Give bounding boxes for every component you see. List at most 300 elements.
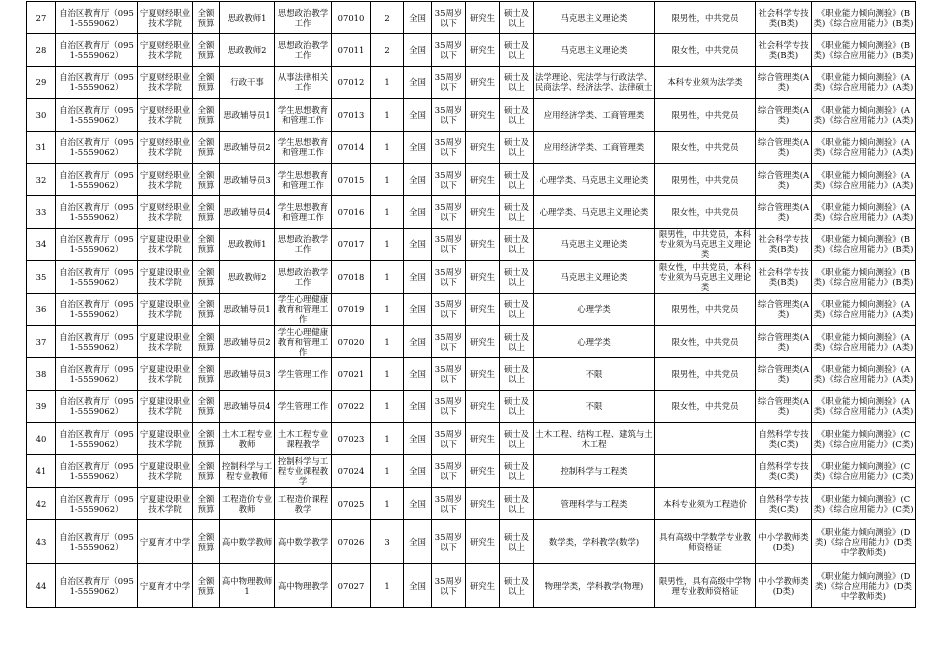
position-code-cell: 07017 [332, 228, 371, 260]
funding-type-cell: 全额预算 [193, 2, 220, 34]
funding-type-cell: 全额预算 [193, 564, 220, 608]
position-name-cell: 思政辅导员4 [220, 390, 275, 422]
funding-type-cell: 全额预算 [193, 423, 220, 455]
major-requirement-cell: 控制科学与工程类 [534, 455, 655, 487]
hiring-count-cell: 1 [371, 487, 404, 519]
major-requirement-cell: 数学类，学科教学(数学) [534, 520, 655, 564]
row-number-cell: 33 [27, 196, 56, 228]
education-cell: 研究生 [466, 358, 500, 390]
exam-subject-cell: 《职业能力倾向测验》(D类)《综合应用能力》(D类中学教师类) [812, 564, 916, 608]
position-name-cell: 高中物理教师1 [220, 564, 275, 608]
position-code-cell: 07014 [332, 131, 371, 163]
exam-category-cell: 综合管理类(A类) [756, 325, 812, 357]
table-row [27, 520, 916, 564]
recruitment-scope-cell: 全国 [404, 34, 432, 66]
exam-category-cell: 自然科学专技类(C类) [756, 455, 812, 487]
table-row [27, 99, 916, 131]
major-requirement-cell: 心理学类 [534, 293, 655, 325]
table-row [27, 423, 916, 455]
hiring-count-cell: 1 [371, 325, 404, 357]
degree-cell: 硕士及以上 [500, 99, 534, 131]
job-duty-cell: 学生思想教育和管理工作 [275, 163, 332, 195]
other-requirement-cell: 限男性，具有高级中学物理专业教师资格证 [655, 564, 756, 608]
exam-subject-cell: 《职业能力倾向测验》(A类)《综合应用能力》(A类) [812, 131, 916, 163]
hiring-count-cell: 1 [371, 131, 404, 163]
major-requirement-cell: 马克思主义理论类 [534, 261, 655, 293]
degree-cell: 硕士及以上 [500, 520, 534, 564]
education-cell: 研究生 [466, 423, 500, 455]
degree-cell: 硕士及以上 [500, 564, 534, 608]
education-cell: 研究生 [466, 455, 500, 487]
position-code-cell: 07023 [332, 423, 371, 455]
exam-subject-cell: 《职业能力倾向测验》(A类)《综合应用能力》(A类) [812, 196, 916, 228]
other-requirement-cell: 限男性，中共党员 [655, 293, 756, 325]
position-name-cell: 思政辅导员3 [220, 163, 275, 195]
job-table [26, 1, 916, 608]
age-limit-cell: 35周岁以下 [432, 487, 466, 519]
table-row [27, 487, 916, 519]
position-code-cell: 07022 [332, 390, 371, 422]
position-name-cell: 思政辅导员1 [220, 293, 275, 325]
employer-cell: 宁夏建设职业技术学院 [138, 423, 193, 455]
row-number-cell: 37 [27, 325, 56, 357]
exam-subject-cell: 《职业能力倾向测验》(B类)《综合应用能力》(B类) [812, 261, 916, 293]
age-limit-cell: 35周岁以下 [432, 228, 466, 260]
age-limit-cell: 35周岁以下 [432, 163, 466, 195]
position-name-cell: 思政教师2 [220, 34, 275, 66]
major-requirement-cell: 马克思主义理论类 [534, 2, 655, 34]
table-row [27, 34, 916, 66]
major-requirement-cell: 心理学类、马克思主义理论类 [534, 196, 655, 228]
row-number-cell: 32 [27, 163, 56, 195]
funding-type-cell: 全额预算 [193, 228, 220, 260]
department-cell: 自治区教育厅（0951-5559062） [56, 358, 138, 390]
position-code-cell: 07026 [332, 520, 371, 564]
recruitment-scope-cell: 全国 [404, 520, 432, 564]
department-cell: 自治区教育厅（0951-5559062） [56, 99, 138, 131]
other-requirement-cell: 具有高级中学数学专业教师资格证 [655, 520, 756, 564]
row-number-cell: 29 [27, 66, 56, 98]
position-name-cell: 思政辅导员3 [220, 358, 275, 390]
education-cell: 研究生 [466, 66, 500, 98]
age-limit-cell: 35周岁以下 [432, 99, 466, 131]
position-code-cell: 07024 [332, 455, 371, 487]
age-limit-cell: 35周岁以下 [432, 293, 466, 325]
position-name-cell: 土木工程专业教师 [220, 423, 275, 455]
age-limit-cell: 35周岁以下 [432, 564, 466, 608]
education-cell: 研究生 [466, 2, 500, 34]
recruitment-scope-cell: 全国 [404, 66, 432, 98]
exam-category-cell: 综合管理类(A类) [756, 163, 812, 195]
table-row [27, 293, 916, 325]
table-row [27, 390, 916, 422]
table-row [27, 228, 916, 260]
department-cell: 自治区教育厅（0951-5559062） [56, 455, 138, 487]
degree-cell: 硕士及以上 [500, 358, 534, 390]
education-cell: 研究生 [466, 520, 500, 564]
recruitment-scope-cell: 全国 [404, 196, 432, 228]
table-row [27, 2, 916, 34]
position-name-cell: 思政辅导员2 [220, 325, 275, 357]
education-cell: 研究生 [466, 196, 500, 228]
education-cell: 研究生 [466, 99, 500, 131]
department-cell: 自治区教育厅（0951-5559062） [56, 261, 138, 293]
job-duty-cell: 学生管理工作 [275, 358, 332, 390]
recruitment-scope-cell: 全国 [404, 423, 432, 455]
employer-cell: 宁夏建设职业技术学院 [138, 228, 193, 260]
hiring-count-cell: 2 [371, 34, 404, 66]
exam-subject-cell: 《职业能力倾向测验》(C类)《综合应用能力》(C类) [812, 423, 916, 455]
funding-type-cell: 全额预算 [193, 261, 220, 293]
hiring-count-cell: 1 [371, 423, 404, 455]
table-row [27, 66, 916, 98]
funding-type-cell: 全额预算 [193, 34, 220, 66]
hiring-count-cell: 1 [371, 228, 404, 260]
position-name-cell: 思政教师1 [220, 228, 275, 260]
row-number-cell: 28 [27, 34, 56, 66]
hiring-count-cell: 1 [371, 196, 404, 228]
department-cell: 自治区教育厅（0951-5559062） [56, 520, 138, 564]
position-code-cell: 07021 [332, 358, 371, 390]
other-requirement-cell [655, 455, 756, 487]
education-cell: 研究生 [466, 487, 500, 519]
degree-cell: 硕士及以上 [500, 423, 534, 455]
position-name-cell: 思政教师2 [220, 261, 275, 293]
exam-subject-cell: 《职业能力倾向测验》(C类)《综合应用能力》(C类) [812, 487, 916, 519]
employer-cell: 宁夏建设职业技术学院 [138, 455, 193, 487]
employer-cell: 宁夏育才中学 [138, 520, 193, 564]
other-requirement-cell: 限男性，中共党员 [655, 358, 756, 390]
department-cell: 自治区教育厅（0951-5559062） [56, 390, 138, 422]
exam-category-cell: 自然科学专技类(C类) [756, 487, 812, 519]
department-cell: 自治区教育厅（0951-5559062） [56, 34, 138, 66]
job-duty-cell: 控制科学与工程专业课程教学 [275, 455, 332, 487]
funding-type-cell: 全额预算 [193, 196, 220, 228]
department-cell: 自治区教育厅（0951-5559062） [56, 196, 138, 228]
employer-cell: 宁夏建设职业技术学院 [138, 325, 193, 357]
other-requirement-cell: 限女性，中共党员 [655, 325, 756, 357]
other-requirement-cell: 限女性，中共党员 [655, 131, 756, 163]
other-requirement-cell: 限女性，中共党员 [655, 34, 756, 66]
recruitment-scope-cell: 全国 [404, 455, 432, 487]
position-code-cell: 07019 [332, 293, 371, 325]
department-cell: 自治区教育厅（0951-5559062） [56, 66, 138, 98]
exam-category-cell: 中小学教师类(D类) [756, 520, 812, 564]
employer-cell: 宁夏财经职业技术学院 [138, 66, 193, 98]
job-duty-cell: 土木工程专业课程教学 [275, 423, 332, 455]
job-duty-cell: 工程造价课程教学 [275, 487, 332, 519]
table-row [27, 455, 916, 487]
row-number-cell: 31 [27, 131, 56, 163]
row-number-cell: 41 [27, 455, 56, 487]
major-requirement-cell: 心理学类、马克思主义理论类 [534, 163, 655, 195]
recruitment-scope-cell: 全国 [404, 487, 432, 519]
major-requirement-cell: 土木工程、结构工程、建筑与土木工程 [534, 423, 655, 455]
table-row [27, 196, 916, 228]
exam-subject-cell: 《职业能力倾向测验》(C类)《综合应用能力》(C类) [812, 455, 916, 487]
recruitment-scope-cell: 全国 [404, 261, 432, 293]
hiring-count-cell: 1 [371, 99, 404, 131]
hiring-count-cell: 1 [371, 455, 404, 487]
job-duty-cell: 学生心理健康教育和管理工作 [275, 325, 332, 357]
position-code-cell: 07016 [332, 196, 371, 228]
education-cell: 研究生 [466, 564, 500, 608]
hiring-count-cell: 1 [371, 261, 404, 293]
department-cell: 自治区教育厅（0951-5559062） [56, 325, 138, 357]
recruitment-scope-cell: 全国 [404, 228, 432, 260]
row-number-cell: 30 [27, 99, 56, 131]
row-number-cell: 42 [27, 487, 56, 519]
age-limit-cell: 35周岁以下 [432, 196, 466, 228]
position-code-cell: 07027 [332, 564, 371, 608]
major-requirement-cell: 马克思主义理论类 [534, 228, 655, 260]
job-duty-cell: 思想政治教学工作 [275, 261, 332, 293]
exam-subject-cell: 《职业能力倾向测验》(A类)《综合应用能力》(A类) [812, 293, 916, 325]
employer-cell: 宁夏建设职业技术学院 [138, 261, 193, 293]
exam-category-cell: 综合管理类(A类) [756, 99, 812, 131]
other-requirement-cell: 限女性，中共党员 [655, 390, 756, 422]
job-duty-cell: 学生思想教育和管理工作 [275, 99, 332, 131]
exam-subject-cell: 《职业能力倾向测验》(A类)《综合应用能力》(A类) [812, 66, 916, 98]
other-requirement-cell: 限男性，中共党员 [655, 163, 756, 195]
degree-cell: 硕士及以上 [500, 487, 534, 519]
exam-category-cell: 社会科学专技类(B类) [756, 2, 812, 34]
department-cell: 自治区教育厅（0951-5559062） [56, 2, 138, 34]
exam-subject-cell: 《职业能力倾向测验》(A类)《综合应用能力》(A类) [812, 163, 916, 195]
position-code-cell: 07013 [332, 99, 371, 131]
degree-cell: 硕士及以上 [500, 66, 534, 98]
hiring-count-cell: 2 [371, 2, 404, 34]
employer-cell: 宁夏财经职业技术学院 [138, 196, 193, 228]
exam-subject-cell: 《职业能力倾向测验》(A类)《综合应用能力》(A类) [812, 99, 916, 131]
age-limit-cell: 35周岁以下 [432, 520, 466, 564]
degree-cell: 硕士及以上 [500, 2, 534, 34]
row-number-cell: 34 [27, 228, 56, 260]
position-name-cell: 思政辅导员4 [220, 196, 275, 228]
exam-subject-cell: 《职业能力倾向测验》(D类)《综合应用能力》(D类中学教师类) [812, 520, 916, 564]
age-limit-cell: 35周岁以下 [432, 34, 466, 66]
job-duty-cell: 思想政治教学工作 [275, 228, 332, 260]
recruitment-scope-cell: 全国 [404, 163, 432, 195]
funding-type-cell: 全额预算 [193, 358, 220, 390]
other-requirement-cell: 限男性，中共党员 [655, 2, 756, 34]
position-name-cell: 思政辅导员2 [220, 131, 275, 163]
position-code-cell: 07018 [332, 261, 371, 293]
table-row [27, 163, 916, 195]
row-number-cell: 35 [27, 261, 56, 293]
exam-subject-cell: 《职业能力倾向测验》(A类)《综合应用能力》(A类) [812, 390, 916, 422]
row-number-cell: 40 [27, 423, 56, 455]
funding-type-cell: 全额预算 [193, 520, 220, 564]
exam-subject-cell: 《职业能力倾向测验》(B类)《综合应用能力》(B类) [812, 2, 916, 34]
exam-category-cell: 综合管理类(A类) [756, 196, 812, 228]
education-cell: 研究生 [466, 293, 500, 325]
recruitment-scope-cell: 全国 [404, 564, 432, 608]
row-number-cell: 39 [27, 390, 56, 422]
employer-cell: 宁夏财经职业技术学院 [138, 163, 193, 195]
degree-cell: 硕士及以上 [500, 163, 534, 195]
department-cell: 自治区教育厅（0951-5559062） [56, 423, 138, 455]
hiring-count-cell: 1 [371, 564, 404, 608]
exam-category-cell: 中小学教师类(D类) [756, 564, 812, 608]
table-row [27, 358, 916, 390]
recruitment-scope-cell: 全国 [404, 99, 432, 131]
exam-category-cell: 社会科学专技类(B类) [756, 228, 812, 260]
exam-category-cell: 综合管理类(A类) [756, 293, 812, 325]
table-row [27, 261, 916, 293]
age-limit-cell: 35周岁以下 [432, 131, 466, 163]
job-duty-cell: 高中物理教学 [275, 564, 332, 608]
degree-cell: 硕士及以上 [500, 228, 534, 260]
position-code-cell: 07020 [332, 325, 371, 357]
recruitment-scope-cell: 全国 [404, 325, 432, 357]
major-requirement-cell: 应用经济学类、工商管理类 [534, 99, 655, 131]
exam-subject-cell: 《职业能力倾向测验》(A类)《综合应用能力》(A类) [812, 358, 916, 390]
employer-cell: 宁夏建设职业技术学院 [138, 390, 193, 422]
hiring-count-cell: 3 [371, 520, 404, 564]
position-code-cell: 07025 [332, 487, 371, 519]
exam-subject-cell: 《职业能力倾向测验》(A类)《综合应用能力》(A类) [812, 325, 916, 357]
exam-category-cell: 综合管理类(A类) [756, 358, 812, 390]
position-name-cell: 行政干事 [220, 66, 275, 98]
job-duty-cell: 从事法律相关工作 [275, 66, 332, 98]
department-cell: 自治区教育厅（0951-5559062） [56, 228, 138, 260]
major-requirement-cell: 法学理论、宪法学与行政法学、民商法学、经济法学、法律硕士 [534, 66, 655, 98]
position-code-cell: 07011 [332, 34, 371, 66]
age-limit-cell: 35周岁以下 [432, 390, 466, 422]
employer-cell: 宁夏育才中学 [138, 564, 193, 608]
other-requirement-cell: 本科专业须为工程造价 [655, 487, 756, 519]
degree-cell: 硕士及以上 [500, 261, 534, 293]
department-cell: 自治区教育厅（0951-5559062） [56, 487, 138, 519]
hiring-count-cell: 1 [371, 390, 404, 422]
funding-type-cell: 全额预算 [193, 66, 220, 98]
hiring-count-cell: 1 [371, 163, 404, 195]
exam-category-cell: 社会科学专技类(B类) [756, 34, 812, 66]
education-cell: 研究生 [466, 390, 500, 422]
employer-cell: 宁夏财经职业技术学院 [138, 2, 193, 34]
funding-type-cell: 全额预算 [193, 390, 220, 422]
department-cell: 自治区教育厅（0951-5559062） [56, 163, 138, 195]
funding-type-cell: 全额预算 [193, 487, 220, 519]
table-row [27, 131, 916, 163]
recruitment-scope-cell: 全国 [404, 131, 432, 163]
degree-cell: 硕士及以上 [500, 196, 534, 228]
education-cell: 研究生 [466, 163, 500, 195]
position-name-cell: 高中数学教师 [220, 520, 275, 564]
position-name-cell: 思政教师1 [220, 2, 275, 34]
row-number-cell: 36 [27, 293, 56, 325]
funding-type-cell: 全额预算 [193, 99, 220, 131]
job-duty-cell: 高中数学教学 [275, 520, 332, 564]
hiring-count-cell: 1 [371, 66, 404, 98]
degree-cell: 硕士及以上 [500, 325, 534, 357]
table-row [27, 564, 916, 608]
exam-category-cell: 自然科学专技类(C类) [756, 423, 812, 455]
other-requirement-cell: 限男性，中共党员 [655, 99, 756, 131]
employer-cell: 宁夏财经职业技术学院 [138, 34, 193, 66]
department-cell: 自治区教育厅（0951-5559062） [56, 564, 138, 608]
recruitment-scope-cell: 全国 [404, 2, 432, 34]
recruitment-scope-cell: 全国 [404, 390, 432, 422]
hiring-count-cell: 1 [371, 293, 404, 325]
position-name-cell: 工程造价专业教师 [220, 487, 275, 519]
degree-cell: 硕士及以上 [500, 131, 534, 163]
age-limit-cell: 35周岁以下 [432, 358, 466, 390]
position-code-cell: 07012 [332, 66, 371, 98]
table-body [27, 2, 916, 608]
row-number-cell: 27 [27, 2, 56, 34]
education-cell: 研究生 [466, 131, 500, 163]
funding-type-cell: 全额预算 [193, 131, 220, 163]
exam-subject-cell: 《职业能力倾向测验》(B类)《综合应用能力》(B类) [812, 228, 916, 260]
other-requirement-cell: 本科专业须为法学类 [655, 66, 756, 98]
education-cell: 研究生 [466, 228, 500, 260]
other-requirement-cell: 限男性，中共党员，本科专业须为马克思主义理论类 [655, 228, 756, 260]
job-duty-cell: 学生思想教育和管理工作 [275, 196, 332, 228]
exam-category-cell: 社会科学专技类(B类) [756, 261, 812, 293]
major-requirement-cell: 马克思主义理论类 [534, 34, 655, 66]
major-requirement-cell: 不限 [534, 390, 655, 422]
employer-cell: 宁夏建设职业技术学院 [138, 358, 193, 390]
exam-category-cell: 综合管理类(A类) [756, 390, 812, 422]
major-requirement-cell: 不限 [534, 358, 655, 390]
age-limit-cell: 35周岁以下 [432, 455, 466, 487]
major-requirement-cell: 心理学类 [534, 325, 655, 357]
degree-cell: 硕士及以上 [500, 455, 534, 487]
employer-cell: 宁夏建设职业技术学院 [138, 293, 193, 325]
other-requirement-cell: 限女性，中共党员 [655, 196, 756, 228]
employer-cell: 宁夏财经职业技术学院 [138, 99, 193, 131]
employer-cell: 宁夏建设职业技术学院 [138, 487, 193, 519]
funding-type-cell: 全额预算 [193, 163, 220, 195]
other-requirement-cell: 限女性，中共党员，本科专业须为马克思主义理论类 [655, 261, 756, 293]
department-cell: 自治区教育厅（0951-5559062） [56, 293, 138, 325]
education-cell: 研究生 [466, 325, 500, 357]
age-limit-cell: 35周岁以下 [432, 2, 466, 34]
position-name-cell: 思政辅导员1 [220, 99, 275, 131]
job-duty-cell: 思想政治教学工作 [275, 2, 332, 34]
job-duty-cell: 学生心理健康教育和管理工作 [275, 293, 332, 325]
degree-cell: 硕士及以上 [500, 34, 534, 66]
job-duty-cell: 学生管理工作 [275, 390, 332, 422]
recruitment-scope-cell: 全国 [404, 293, 432, 325]
major-requirement-cell: 应用经济学类、工商管理类 [534, 131, 655, 163]
funding-type-cell: 全额预算 [193, 293, 220, 325]
age-limit-cell: 35周岁以下 [432, 325, 466, 357]
education-cell: 研究生 [466, 261, 500, 293]
age-limit-cell: 35周岁以下 [432, 261, 466, 293]
degree-cell: 硕士及以上 [500, 293, 534, 325]
department-cell: 自治区教育厅（0951-5559062） [56, 131, 138, 163]
employer-cell: 宁夏财经职业技术学院 [138, 131, 193, 163]
exam-subject-cell: 《职业能力倾向测验》(B类)《综合应用能力》(B类) [812, 34, 916, 66]
row-number-cell: 38 [27, 358, 56, 390]
education-cell: 研究生 [466, 34, 500, 66]
age-limit-cell: 35周岁以下 [432, 423, 466, 455]
job-duty-cell: 学生思想教育和管理工作 [275, 131, 332, 163]
other-requirement-cell [655, 423, 756, 455]
exam-category-cell: 综合管理类(A类) [756, 66, 812, 98]
position-name-cell: 控制科学与工程专业教师 [220, 455, 275, 487]
recruitment-scope-cell: 全国 [404, 358, 432, 390]
row-number-cell: 43 [27, 520, 56, 564]
degree-cell: 硕士及以上 [500, 390, 534, 422]
major-requirement-cell: 物理学类，学科教学(物理) [534, 564, 655, 608]
major-requirement-cell: 管理科学与工程类 [534, 487, 655, 519]
exam-category-cell: 综合管理类(A类) [756, 131, 812, 163]
row-number-cell: 44 [27, 564, 56, 608]
